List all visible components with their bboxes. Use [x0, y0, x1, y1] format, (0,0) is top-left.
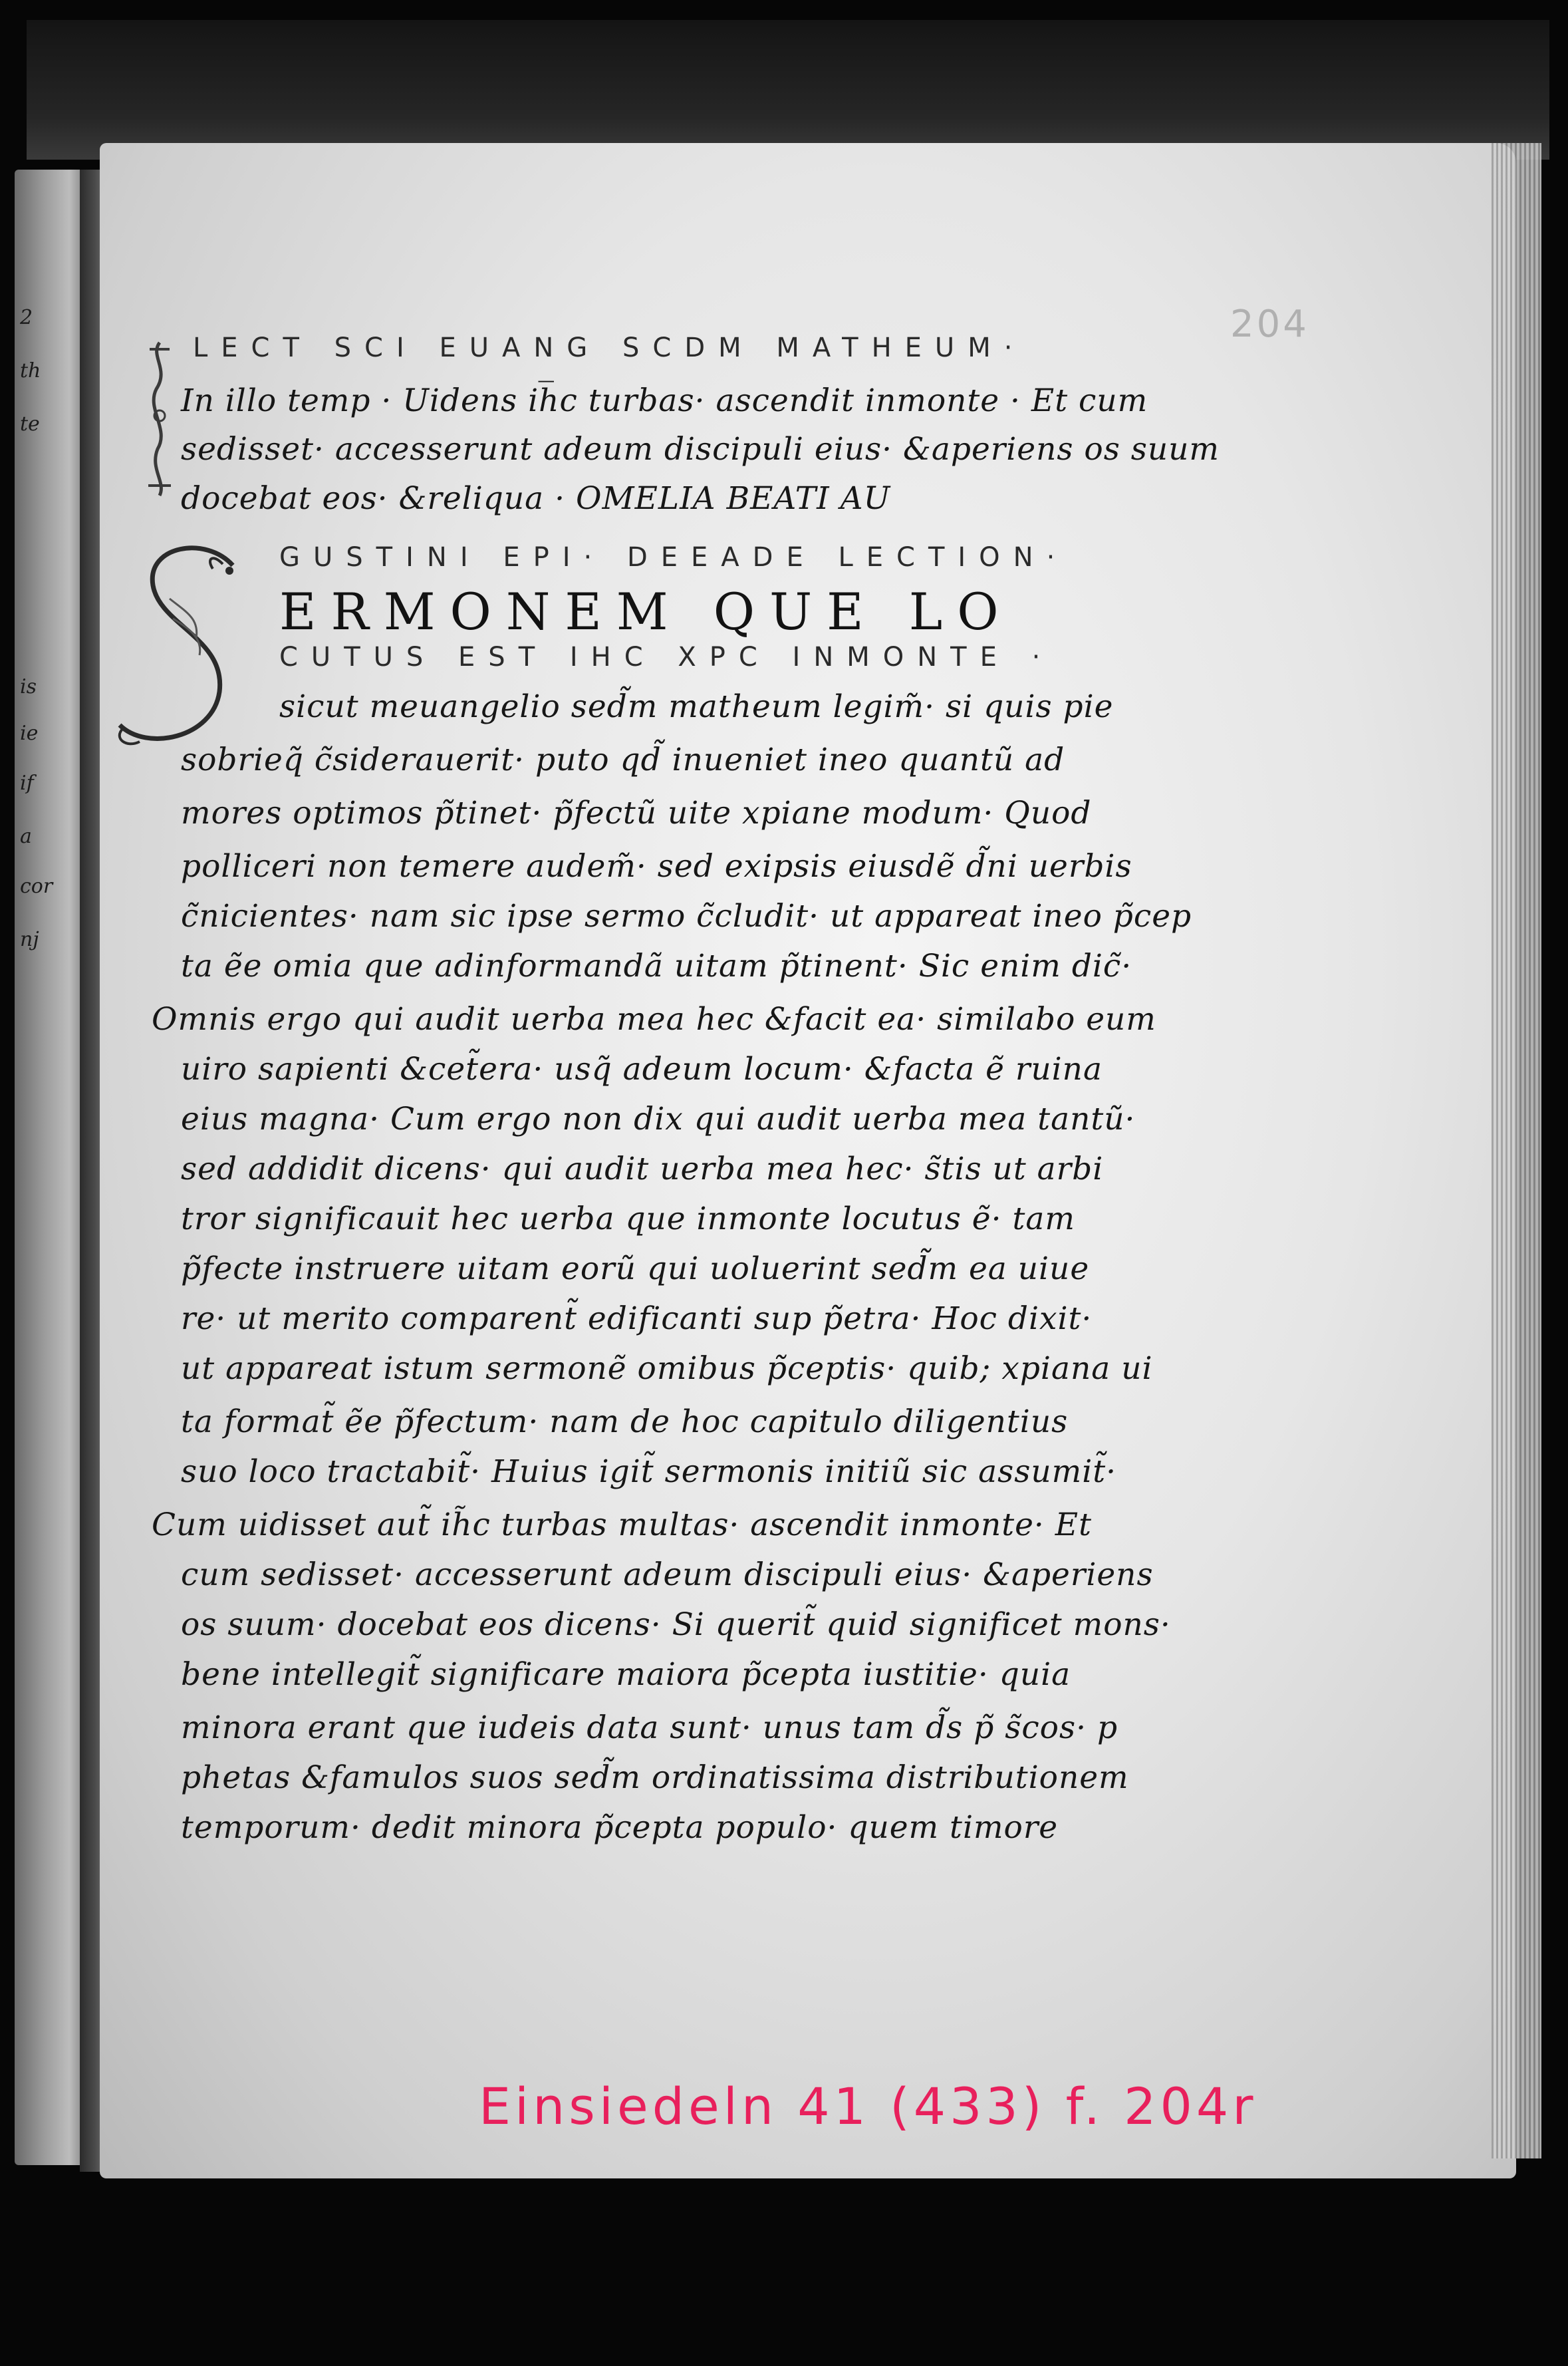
facing-page-fragment: is	[20, 675, 37, 698]
text-line: sicut meuangelio sed̃m matheum legim̃· si quis pie	[279, 688, 1114, 725]
text-line: bene intellegit̃ significare maiora p̃cepta iustitie· quia	[181, 1656, 1071, 1693]
text-line: Omnis ergo qui audit uerba mea hec &facit ea· similabo eum	[152, 1001, 1156, 1038]
text-line: ta format̃ ẽe p̃fectum· nam de hoc capitulo diligentius	[181, 1404, 1069, 1440]
text-line: eius magna· Cum ergo non dix qui audit uerba mea tantũ·	[181, 1101, 1136, 1137]
text-line: sedisset· accesserunt adeum discipuli eius· &aperiens os suum	[181, 431, 1220, 468]
text-line: cum sedisset· accesserunt adeum discipuli eius· &aperiens	[181, 1556, 1154, 1593]
facing-page-fragment: a	[20, 825, 32, 848]
text-line: docebat eos· &reliqua · OMELIA BEATI AU	[181, 480, 891, 517]
text-line: tror significauit hec uerba que inmonte locutus ẽ· tam	[181, 1201, 1075, 1237]
text-line: uiro sapienti &cet̃era· usq̃ adeum locum· &facta ẽ ruina	[181, 1051, 1103, 1088]
facing-page-fragment: 2	[20, 306, 33, 329]
text-line: In illo temp · Uidens ih̅c turbas· ascendit inmonte · Et cum	[181, 382, 1148, 419]
facing-page-fragment: cor	[20, 875, 53, 898]
text-line: temporum· dedit minora p̃cepta populo· quem timore	[181, 1809, 1059, 1846]
text-line: os suum· docebat eos dicens· Si querit̃ quid significet mons·	[181, 1606, 1171, 1643]
rubric-line: CUTUS EST IHC XPC INMONTE ·	[279, 642, 1054, 672]
text-line: mores optimos p̃tinet· p̃fectũ uite xpiane modum· Quod	[181, 795, 1092, 831]
folio-number: 204	[1230, 303, 1309, 346]
text-line: ut appareat istum sermonẽ omibus p̃ceptis· quib; xpiana ui	[181, 1350, 1153, 1387]
facing-page-fragment: if	[20, 772, 34, 795]
facing-page-fragment: th	[20, 359, 41, 382]
text-line: c̃nicientes· nam sic ipse sermo c̃cludit· ut appareat ineo p̃cep	[181, 898, 1192, 935]
text-line: suo loco tractabit̃· Huius igit̃ sermonis initiũ sic assumit̃·	[181, 1453, 1117, 1490]
facing-page-fragment: te	[20, 412, 40, 436]
text-line: polliceri non temere audem̃· sed exipsis eiusdẽ d̃ni uerbis	[181, 848, 1132, 885]
facing-page-fragment: ie	[20, 722, 39, 745]
text-line: sobrieq̃ c̃siderauerit· puto qd̃ inueniet ineo quantũ ad	[181, 742, 1065, 778]
text-line: ta ẽe omia que adinformandã uitam p̃tinent· Sic enim dic̃·	[181, 948, 1132, 984]
rubric-line: LECT SCI EUANG SCDM MATHEUM·	[193, 333, 1026, 363]
shelfmark-caption: Einsiedeln 41 (433) f. 204r	[479, 2077, 1257, 2136]
heading-line: ERMONEM QUE LO	[279, 582, 1013, 641]
rubric-line: GUSTINI EPI· DEEADE LECTION·	[279, 542, 1069, 573]
text-line: sed addidit dicens· qui audit uerba mea hec· s̃tis ut arbi	[181, 1151, 1104, 1187]
text-line: re· ut merito comparent̃ edificanti sup p̃etra· Hoc dixit·	[181, 1300, 1093, 1337]
facing-page-fragment: nj	[20, 928, 39, 951]
text-line: p̃fecte instruere uitam eorũ qui uoluerint sed̃m ea uiue	[181, 1251, 1090, 1287]
text-line: minora erant que iudeis data sunt· unus tam d̃s p̃ s̃cos· p	[181, 1709, 1118, 1746]
text-line: phetas &famulos suos sed̃m ordinatissima distributionem	[181, 1759, 1129, 1796]
text-line: Cum uidisset aut̃ ih̃c turbas multas· ascendit inmonte· Et	[152, 1507, 1092, 1543]
